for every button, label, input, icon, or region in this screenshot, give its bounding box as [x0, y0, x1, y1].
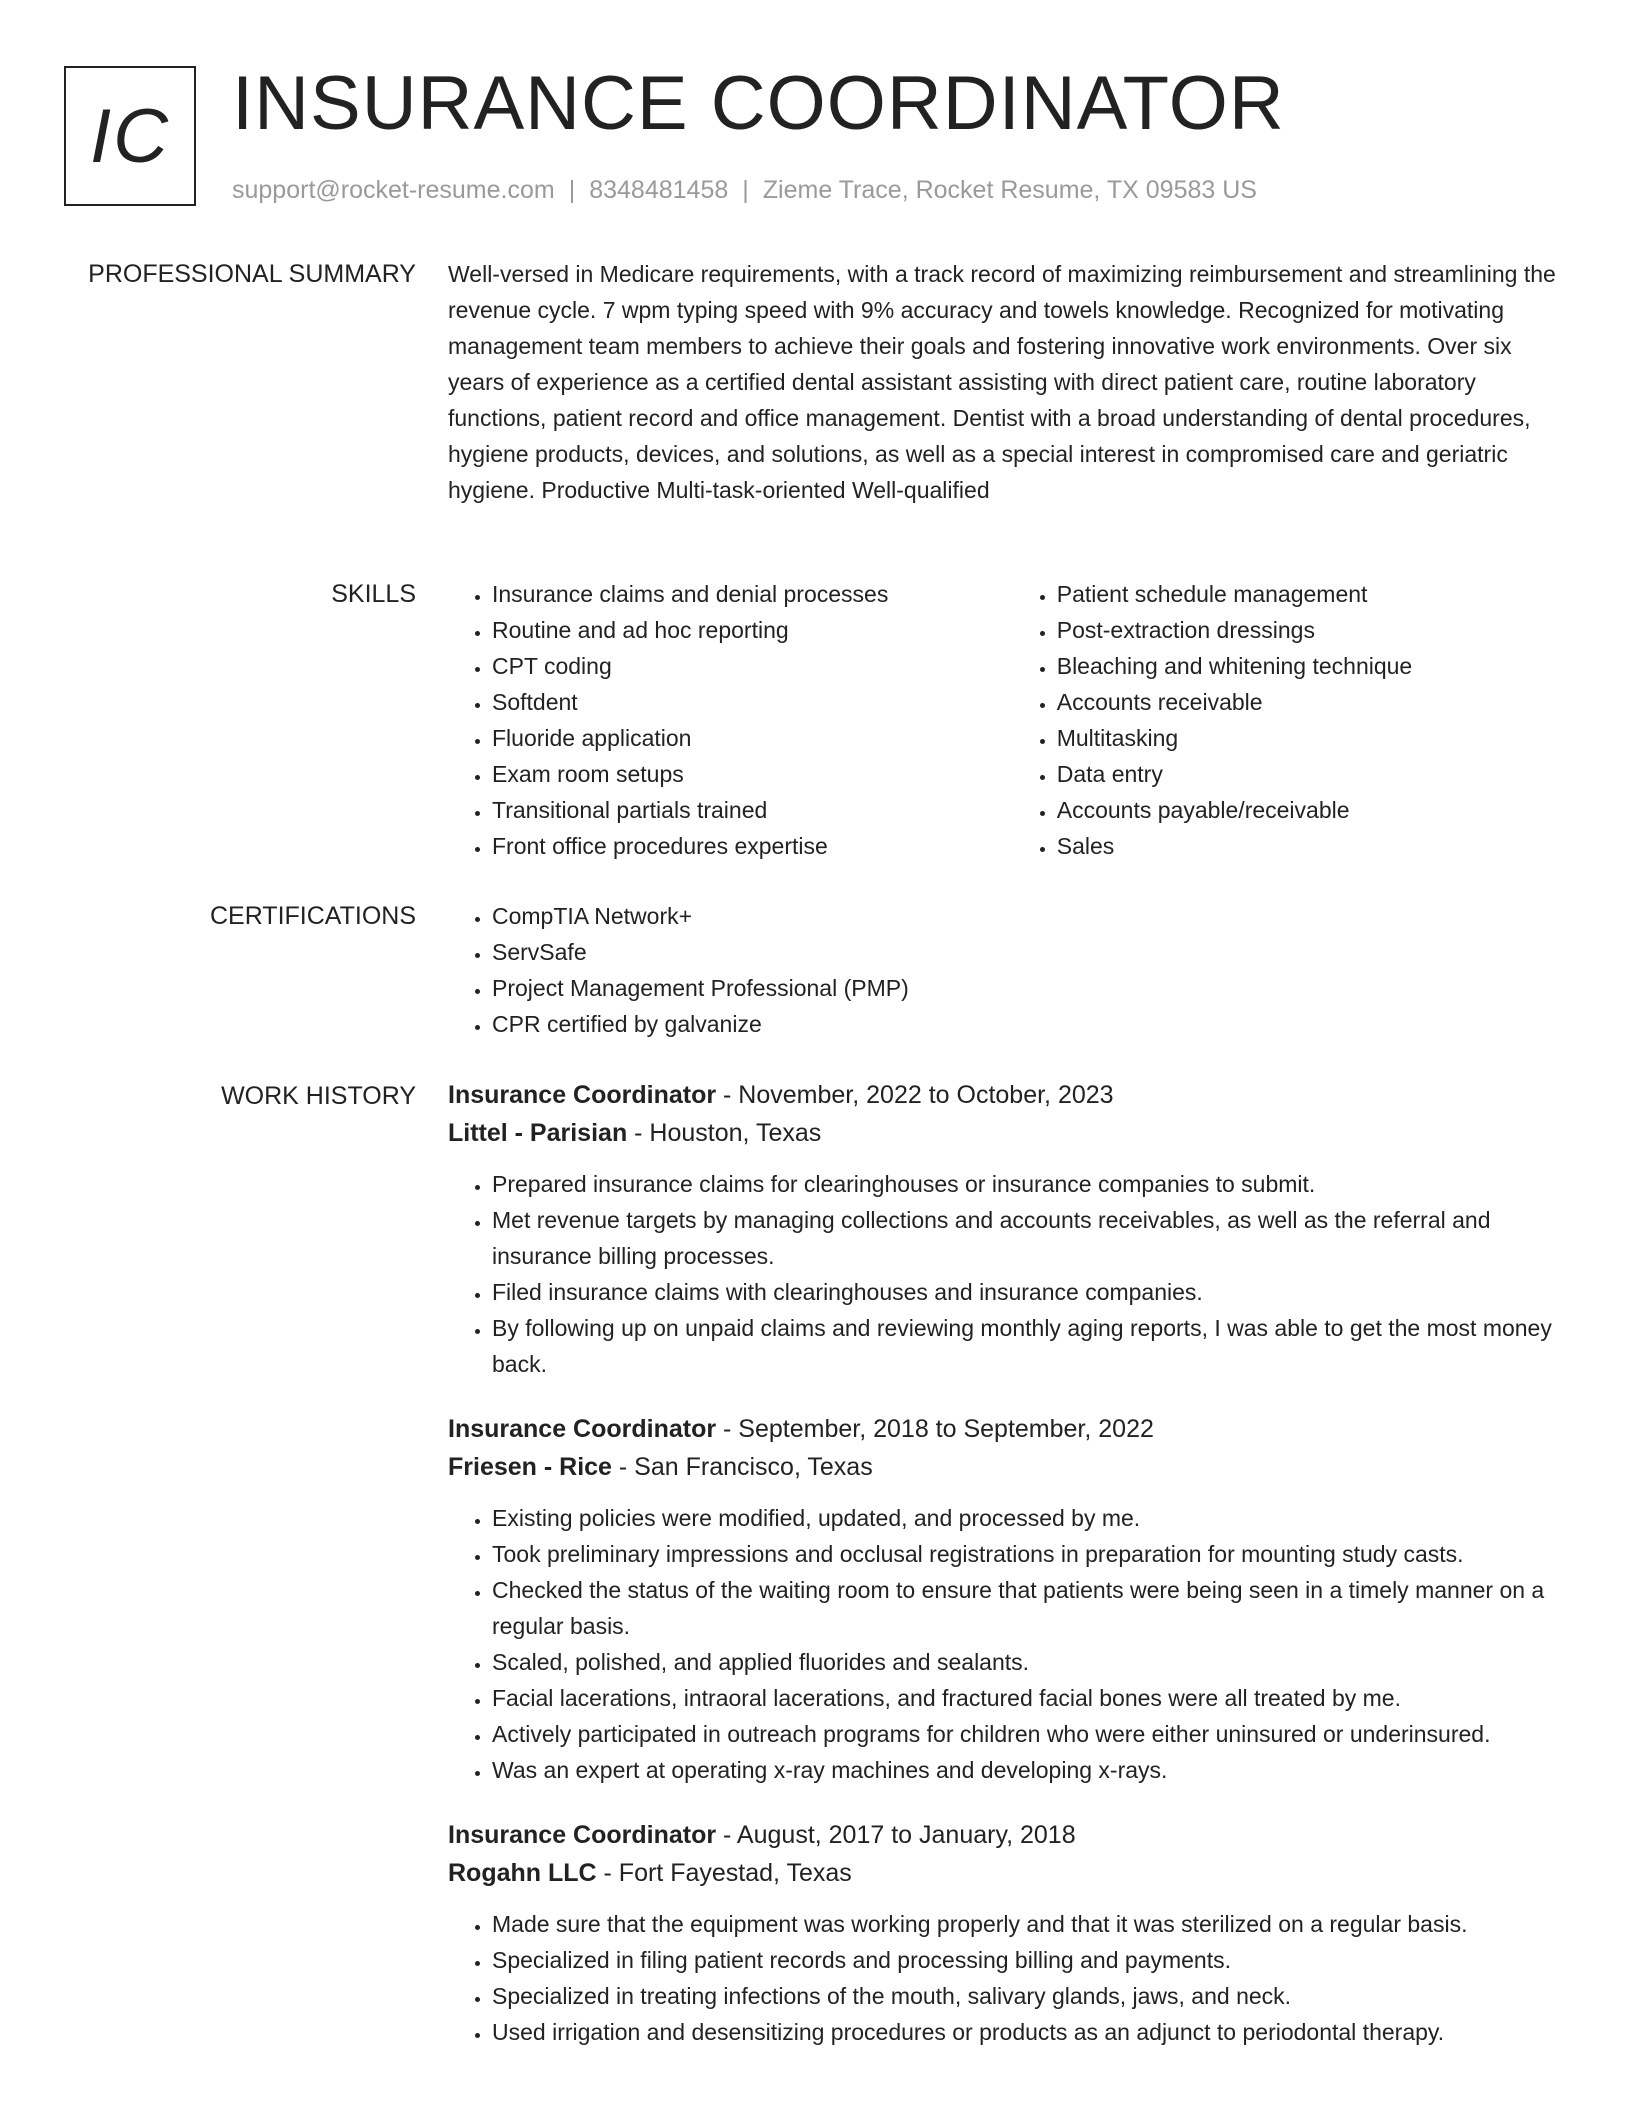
list-item: • Multitasking [1057, 720, 1568, 756]
list-item: • Checked the status of the waiting room to ensure that patients were being seen in a timely manner on a regular basis. [492, 1572, 1568, 1644]
list-item: • Made sure that the equipment was working properly and that it was sterilized on a regular basis. [492, 1906, 1568, 1942]
list-item: • Prepared insurance claims for clearinghouses or insurance companies to submit. [492, 1166, 1568, 1202]
work-history-content [448, 1076, 1568, 2078]
job-location: - Fort Fayestad, Texas [596, 1859, 852, 1887]
list-item: • ServSafe [492, 934, 1568, 970]
job-entry [448, 1076, 1568, 1382]
list-item: • Actively participated in outreach programs for children who were either uninsured or underinsured. [492, 1716, 1568, 1752]
list-item: • Existing policies were modified, updated, and processed by me. [492, 1500, 1568, 1536]
section-label-skills: SKILLS [331, 580, 416, 608]
list-item: • Filed insurance claims with clearinghouses and insurance companies. [492, 1274, 1568, 1310]
list-item: • Front office procedures expertise [492, 828, 1013, 864]
list-item: • Project Management Professional (PMP) [492, 970, 1568, 1006]
list-item: • Fluoride application [492, 720, 1013, 756]
list-item: • Facial lacerations, intraoral lacerations, and fractured facial bones were all treated by me. [492, 1680, 1568, 1716]
job-dates: - November, 2022 to October, 2023 [716, 1081, 1114, 1109]
list-item: • CPR certified by galvanize [492, 1006, 1568, 1042]
job-entry [448, 1410, 1568, 1788]
list-item: • Sales [1057, 828, 1568, 864]
list-item: • Used irrigation and desensitizing procedures or products as an adjunct to periodontal therapy. [492, 2014, 1568, 2050]
contact-separator: | [568, 176, 576, 204]
list-item: • Data entry [1057, 756, 1568, 792]
job-bullets [448, 1500, 1568, 1788]
job-title: Insurance Coordinator [448, 1081, 717, 1109]
list-item: • Insurance claims and denial processes [492, 576, 1013, 612]
list-item: • Took preliminary impressions and occlusal registrations in preparation for mounting study casts. [492, 1536, 1568, 1572]
list-item: • Routine and ad hoc reporting [492, 612, 1013, 648]
summary-text: Well-versed in Medicare requirements, with a track record of maximizing reimbursement and streamlining the revenue cycle. 7 wpm typing speed with 9% accuracy and towels knowledge. Recognized for motivating management team members to achieve their goals and fostering innovative work environments. Over six years of experience as a certified dental assistant assisting with direct patient care, routine laboratory functions, patient record and office management. Dentist with a broad understanding of dental procedures, hygiene products, devices, and solutions, as well as a special interest in compromised care and geriatric hygiene. Productive Multi-task-oriented Well-qualified [448, 261, 1556, 503]
job-location: - San Francisco, Texas [611, 1453, 873, 1481]
list-item: • Specialized in treating infections of the mouth, salivary glands, jaws, and neck. [492, 1978, 1568, 2014]
job-company: Littel - Parisian [448, 1119, 628, 1147]
section-label-summary: PROFESSIONAL SUMMARY [88, 260, 416, 288]
job-title: Insurance Coordinator [448, 1415, 717, 1443]
job-company-line [448, 1448, 1568, 1486]
contact-address: Zieme Trace, Rocket Resume, TX 09583 US [762, 176, 1257, 204]
skills-list-left [448, 576, 1013, 864]
list-item: • By following up on unpaid claims and reviewing monthly aging reports, I was able to get the most money back. [492, 1310, 1568, 1382]
job-bullets [448, 1906, 1568, 2050]
resume-title: INSURANCE COORDINATOR [232, 61, 1285, 146]
job-entry [448, 1816, 1568, 2050]
job-title-line [448, 1816, 1568, 1854]
job-title: Insurance Coordinator [448, 1821, 717, 1849]
job-dates: - August, 2017 to January, 2018 [716, 1821, 1076, 1849]
job-company-line [448, 1854, 1568, 1892]
list-item: • Scaled, polished, and applied fluorides and sealants. [492, 1644, 1568, 1680]
job-company: Rogahn LLC [448, 1859, 597, 1887]
contact-email[interactable]: support@rocket-resume.com [232, 176, 555, 204]
list-item: • Met revenue targets by managing collections and accounts receivables, as well as the referral and insurance billing processes. [492, 1202, 1568, 1274]
section-label-certifications: CERTIFICATIONS [209, 902, 416, 930]
certifications-list [448, 898, 1568, 1042]
job-dates: - September, 2018 to September, 2022 [716, 1415, 1154, 1443]
list-item: • Specialized in filing patient records and processing billing and payments. [492, 1942, 1568, 1978]
section-label-work-history: WORK HISTORY [221, 1082, 416, 1110]
contact-line [232, 176, 1257, 205]
list-item: • Post-extraction dressings [1057, 612, 1568, 648]
skills-columns [448, 576, 1568, 864]
monogram-badge: IC [64, 66, 196, 206]
list-item: • CPT coding [492, 648, 1013, 684]
list-item: • CompTIA Network+ [492, 898, 1568, 934]
list-item: • Accounts payable/receivable [1057, 792, 1568, 828]
list-item: • Bleaching and whitening technique [1057, 648, 1568, 684]
job-title-line [448, 1076, 1568, 1114]
list-item: • Patient schedule management [1057, 576, 1568, 612]
list-item: • Softdent [492, 684, 1013, 720]
list-item: • Transitional partials trained [492, 792, 1013, 828]
list-item: • Was an expert at operating x-ray machines and developing x-rays. [492, 1752, 1568, 1788]
contact-separator: | [742, 176, 749, 204]
contact-phone: 8348481458 [589, 176, 729, 204]
list-item: • Accounts receivable [1057, 684, 1568, 720]
list-item: • Exam room setups [492, 756, 1013, 792]
job-company: Friesen - Rice [448, 1453, 612, 1481]
skills-list-right [1013, 576, 1568, 864]
job-bullets [448, 1166, 1568, 1382]
job-location: - Houston, Texas [627, 1119, 822, 1147]
job-company-line [448, 1114, 1568, 1152]
job-title-line [448, 1410, 1568, 1448]
certifications-content [448, 898, 1568, 1042]
